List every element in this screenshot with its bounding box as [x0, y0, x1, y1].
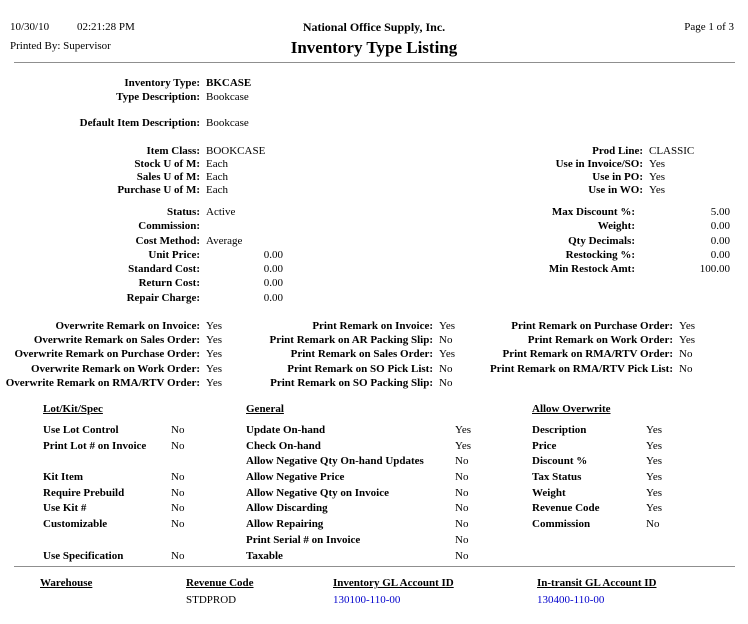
field-value: No: [455, 486, 469, 499]
field-value: Yes: [649, 171, 666, 183]
field-value: No: [171, 518, 185, 531]
field-value: Yes: [679, 334, 696, 347]
field-label: Qty Decimals:: [568, 234, 635, 247]
field-value: Yes: [439, 348, 456, 361]
field-row-pr-so-packing-slip: [233, 377, 455, 391]
field-label: Price: [532, 439, 557, 452]
field-value: Yes: [649, 184, 666, 196]
field-row-taxable: [246, 550, 471, 566]
print-remarks-column-1: [233, 320, 455, 391]
field-row-customizable: [43, 518, 184, 534]
report-title: Inventory Type Listing: [290, 38, 458, 57]
field-label: Discount %: [532, 455, 588, 468]
field-value: Yes: [206, 320, 223, 332]
field-row-ao-discount: [532, 455, 662, 471]
field-value: Bookcase: [206, 91, 249, 103]
field-row-inventory-type: [0, 77, 460, 91]
general-section: [246, 424, 471, 565]
field-value: Yes: [646, 455, 663, 468]
field-label: Min Restock Amt:: [548, 263, 635, 276]
field-row-ao-tax-status: [532, 471, 662, 487]
field-value: 0.00: [710, 220, 730, 233]
field-label: Description: [532, 424, 587, 436]
field-value: BOOKCASE: [206, 145, 266, 157]
field-row-update-on-hand: [246, 424, 471, 440]
field-label: Type Description:: [116, 91, 200, 103]
field-label: Allow Discarding: [246, 502, 328, 515]
field-label: Overwrite Remark on Work Order:: [30, 362, 200, 375]
field-value: Yes: [206, 348, 223, 361]
overwrite-remarks-column: [0, 320, 222, 391]
field-value: Yes: [206, 376, 223, 389]
field-label: Print Remark on Invoice:: [312, 320, 433, 332]
field-value: 0.00: [263, 291, 283, 304]
field-row-standard-cost: [0, 263, 460, 277]
field-value: Yes: [679, 320, 696, 332]
field-row-use-in-wo: [480, 184, 748, 197]
field-label: Commission: [532, 518, 591, 531]
field-value: Yes: [206, 362, 223, 375]
field-row-ao-revenue-code: [532, 502, 662, 518]
spacer-row: [43, 534, 184, 550]
field-label: Allow Negative Qty on Invoice: [246, 486, 389, 499]
field-value: Yes: [646, 439, 663, 452]
field-label: Sales U of M:: [136, 171, 200, 183]
field-label: Overwrite Remark on Sales Order:: [33, 334, 200, 347]
field-label: Overwrite Remark on Invoice:: [55, 320, 200, 332]
field-value: Yes: [646, 502, 663, 515]
field-label: Status:: [166, 206, 200, 218]
field-label: Update On-hand: [246, 424, 326, 436]
field-row-allow-neg-price: [246, 471, 471, 487]
field-row-allow-discarding: [246, 502, 471, 518]
field-value: 0.00: [710, 234, 730, 247]
field-row-max-discount: [480, 206, 748, 220]
field-label: Overwrite Remark on Purchase Order:: [14, 348, 200, 361]
field-value: No: [439, 376, 453, 389]
field-label: Allow Negative Price: [246, 471, 345, 484]
field-row-pr-sales-order: [233, 348, 455, 362]
field-label: Unit Price:: [148, 248, 200, 261]
field-label: Print Serial # on Invoice: [246, 533, 361, 546]
field-label: Return Cost:: [138, 277, 200, 290]
field-label: Require Prebuild: [43, 486, 125, 499]
field-row-print-lot-on-invoice: [43, 440, 184, 456]
field-label: Use in Invoice/SO:: [555, 158, 643, 170]
field-value: No: [171, 471, 185, 484]
field-label: Use in PO:: [592, 171, 643, 183]
field-row-purchase-uofm: [0, 184, 460, 197]
type-info-section: [0, 77, 460, 131]
field-label: Restocking %:: [565, 248, 635, 261]
field-label: Print Remark on SO Packing Slip:: [270, 376, 433, 389]
field-row-ow-rma-order: [0, 377, 222, 391]
field-row-pr-rma-pick-list: [473, 363, 695, 377]
field-value: Yes: [649, 158, 666, 170]
field-value: No: [171, 549, 185, 562]
field-label: Allow Negative Qty On-hand Updates: [246, 455, 424, 468]
field-row-pr-invoice: [233, 320, 455, 334]
intransit-gl-column-header: In-transit GL Account ID: [537, 577, 657, 589]
field-label: Tax Status: [532, 471, 582, 484]
field-value: No: [171, 439, 185, 452]
field-value: No: [439, 362, 453, 375]
report-date: 10/30/10: [10, 21, 50, 33]
field-label: Default Item Description:: [79, 117, 200, 129]
field-label: Inventory Type:: [124, 77, 200, 89]
field-value: Yes: [646, 424, 663, 436]
field-row-allow-neg-qty-updates: [246, 455, 471, 471]
field-label: Check On-hand: [246, 439, 321, 452]
lot-kit-spec-heading: Lot/Kit/Spec: [43, 403, 103, 415]
allow-overwrite-section: [532, 424, 662, 534]
field-label: Use in WO:: [588, 184, 643, 196]
field-row-allow-repairing: [246, 518, 471, 534]
field-row-use-lot-control: [43, 424, 184, 440]
field-label: Print Remark on Work Order:: [527, 334, 673, 347]
item-class-section: [0, 145, 460, 197]
field-row-repair-charge: [0, 292, 460, 306]
field-value: Each: [206, 184, 228, 196]
field-label: Print Remark on SO Pick List:: [287, 362, 433, 375]
report-time: 02:21:28 PM: [77, 21, 135, 33]
field-row-unit-price: [0, 249, 460, 263]
field-label: Allow Repairing: [246, 518, 324, 531]
field-label: Stock U of M:: [134, 158, 200, 170]
field-row-stock-uofm: [0, 158, 460, 171]
field-value: Bookcase: [206, 117, 249, 129]
field-row-use-in-invoice-so: [480, 158, 748, 171]
field-value: No: [171, 486, 185, 499]
spacer-row: [43, 455, 184, 471]
field-label: Customizable: [43, 518, 108, 531]
inventory-gl-column-header: Inventory GL Account ID: [333, 577, 454, 589]
field-row-qty-decimals: [480, 235, 748, 249]
field-value: No: [679, 362, 693, 375]
field-value: No: [439, 334, 453, 347]
field-label: Repair Charge:: [126, 291, 200, 304]
field-label: Print Remark on Purchase Order:: [511, 320, 673, 332]
field-row-sales-uofm: [0, 171, 460, 184]
field-value: 0.00: [263, 263, 283, 276]
field-row-check-on-hand: [246, 440, 471, 456]
page-indicator: Page 1 of 3: [684, 21, 734, 33]
field-value: Yes: [646, 471, 663, 484]
field-value: BKCASE: [206, 77, 252, 89]
company-name: National Office Supply, Inc.: [302, 20, 446, 34]
discount-section: [480, 206, 748, 277]
field-row-ao-commission: [532, 518, 662, 534]
field-row-pr-ar-packing-slip: [233, 334, 455, 348]
field-label: Cost Method:: [135, 234, 200, 247]
field-row-use-specification: [43, 550, 184, 566]
field-row-item-class: [0, 145, 460, 158]
field-value: Each: [206, 158, 228, 170]
field-label: Print Remark on AR Packing Slip:: [269, 334, 433, 347]
field-row-type-description: [0, 91, 460, 105]
field-label: Use Kit #: [43, 502, 87, 515]
field-label: Standard Cost:: [128, 263, 200, 276]
field-label: Prod Line:: [592, 145, 643, 157]
field-value: Average: [206, 234, 243, 247]
field-row-ow-work-order: [0, 363, 222, 377]
field-value: 0.00: [263, 277, 283, 290]
warehouse-column-header: Warehouse: [40, 577, 93, 589]
field-label: Kit Item: [43, 471, 84, 484]
revenue-code-value: STDPROD: [186, 594, 237, 606]
field-label: Weight: [532, 486, 566, 499]
field-row-pr-purchase-order: [473, 320, 695, 334]
field-label: Use Lot Control: [43, 424, 119, 436]
field-row-pr-so-pick-list: [233, 363, 455, 377]
field-row-ao-weight: [532, 487, 662, 503]
print-remarks-column-2: [473, 320, 695, 377]
field-row-prod-line: [480, 145, 748, 158]
status-section: [0, 206, 460, 306]
field-value: Yes: [455, 424, 472, 436]
field-row-restocking: [480, 249, 748, 263]
field-row-ao-price: [532, 440, 662, 456]
field-value: No: [679, 348, 693, 361]
field-value: 0.00: [263, 248, 283, 261]
field-value: No: [171, 502, 185, 515]
field-row-pr-work-order: [473, 334, 695, 348]
inventory-gl-account-link[interactable]: 130100-110-00: [333, 594, 401, 606]
field-label: Use Specification: [43, 549, 124, 562]
field-label: Purchase U of M:: [117, 184, 200, 196]
field-value: 100.00: [699, 263, 730, 276]
intransit-gl-account-link[interactable]: 130400-110-00: [537, 594, 605, 606]
field-row-default-item-description: [0, 117, 460, 131]
field-value: No: [455, 455, 469, 468]
field-value: No: [171, 424, 185, 436]
field-label: Print Remark on RMA/RTV Pick List:: [489, 362, 673, 375]
field-row-min-restock: [480, 263, 748, 277]
field-row-status: [0, 206, 460, 220]
field-value: No: [646, 518, 660, 531]
field-row-cost-method: [0, 235, 460, 249]
field-label: Weight:: [597, 220, 635, 233]
prod-line-section: [480, 145, 748, 197]
field-label: Print Remark on RMA/RTV Order:: [502, 348, 673, 361]
lot-kit-spec-section: [43, 424, 184, 565]
field-row-use-in-po: [480, 171, 748, 184]
field-row-commission: [0, 220, 460, 234]
field-row-require-prebuild: [43, 487, 184, 503]
field-row-ow-invoice: [0, 320, 222, 334]
field-row-print-serial-invoice: [246, 534, 471, 550]
field-value: 5.00: [710, 206, 730, 218]
field-value: Each: [206, 171, 228, 183]
field-row-allow-neg-qty-invoice: [246, 487, 471, 503]
field-row-ao-description: [532, 424, 662, 440]
allow-overwrite-heading: Allow Overwrite: [532, 403, 611, 415]
field-label: Item Class:: [146, 145, 200, 157]
field-value: Yes: [646, 486, 663, 499]
general-heading: General: [246, 403, 284, 415]
field-label: Taxable: [246, 549, 283, 562]
field-row-ow-purchase-order: [0, 348, 222, 362]
footer-divider: [14, 566, 735, 567]
field-value: Active: [206, 206, 236, 218]
field-row-weight: [480, 220, 748, 234]
field-value: No: [455, 471, 469, 484]
field-value: Yes: [439, 320, 456, 332]
field-row-kit-item: [43, 471, 184, 487]
field-value: CLASSIC: [649, 145, 695, 157]
field-value: No: [455, 518, 469, 531]
field-value: No: [455, 549, 469, 562]
field-label: Print Remark on Sales Order:: [290, 348, 433, 361]
field-value: Yes: [455, 439, 472, 452]
field-value: No: [455, 533, 469, 546]
field-row-return-cost: [0, 277, 460, 291]
header-divider: [14, 62, 735, 63]
field-label: Max Discount %:: [551, 206, 635, 218]
field-value: No: [455, 502, 469, 515]
field-row-ow-sales-order: [0, 334, 222, 348]
field-row-pr-rma-order: [473, 348, 695, 362]
printed-by: Printed By: Supervisor: [10, 40, 111, 52]
field-value: 0.00: [710, 248, 730, 261]
field-label: Revenue Code: [532, 502, 600, 515]
field-label: Commission:: [138, 220, 200, 233]
field-row-use-kit-number: [43, 502, 184, 518]
revenue-code-column-header: Revenue Code: [186, 577, 254, 589]
field-label: Overwrite Remark on RMA/RTV Order:: [5, 376, 200, 389]
field-label: Print Lot # on Invoice: [43, 439, 147, 452]
field-value: Yes: [206, 334, 223, 347]
